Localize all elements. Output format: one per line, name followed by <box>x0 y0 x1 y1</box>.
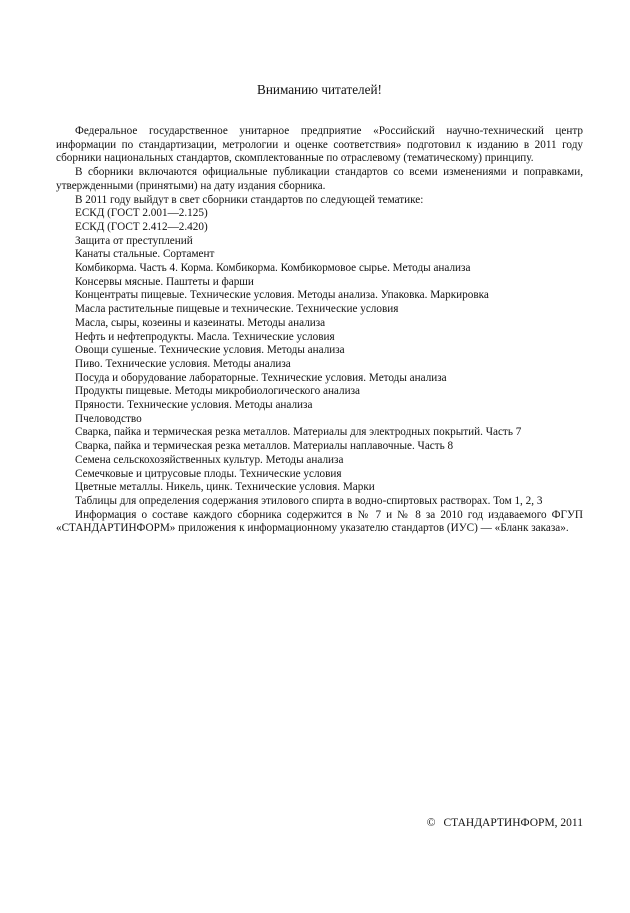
collection-item: Защита от преступлений <box>75 234 193 247</box>
collection-item: Сварка, пайка и термическая резка металлов. Материалы для электродных покрытий. Часть 7 <box>75 426 522 439</box>
copyright-symbol: © <box>426 817 436 829</box>
collection-item: Канаты стальные. Сортамент <box>75 248 215 261</box>
collection-item: Концентраты пищевые. Технические условия. Методы анализа. Упаковка. Маркировка <box>75 289 489 302</box>
collection-item: Сварка, пайка и термическая резка металлов. Материалы наплавочные. Часть 8 <box>75 440 454 453</box>
collection-item: ЕСКД (ГОСТ 2.412—2.420) <box>75 220 208 233</box>
collection-item: Семечковые и цитрусовые плоды. Технические условия <box>75 467 342 480</box>
copyright-notice <box>427 816 583 830</box>
collection-item: Масла растительные пищевые и технические. Технические условия <box>75 303 399 316</box>
topics-lead-paragraph: В 2011 году выйдут в свет сборники стандартов по следующей тематике: <box>75 193 424 206</box>
collection-item: Пчеловодство <box>75 412 142 425</box>
collection-item: Нефть и нефтепродукты. Масла. Технические условия <box>75 330 335 343</box>
document-body <box>56 125 583 536</box>
collection-item: Цветные металлы. Никель, цинк. Технические условия. Марки <box>75 481 375 494</box>
collection-item: Пиво. Технические условия. Методы анализа <box>75 357 291 370</box>
collection-item: Комбикорма. Часть 4. Корма. Комбикорма. Комбикормовое сырье. Методы анализа <box>75 262 471 275</box>
collection-item: Пряности. Технические условия. Методы анализа <box>75 399 313 412</box>
collection-item: Масла, сыры, козеины и казеинаты. Методы анализа <box>75 316 326 329</box>
collection-item: Продукты пищевые. Методы микробиологического анализа <box>75 385 360 398</box>
inclusion-paragraph: В сборники включаются официальные публикации стандартов со всеми изменениями и поправками, утвержденными (принятыми) на дату издания сборника. <box>56 166 583 192</box>
collection-item: Консервы мясные. Паштеты и фарши <box>75 275 254 288</box>
collection-item: Таблицы для определения содержания этилового спирта в водно-спиртовых растворах. Том 1, 2, 3 <box>75 494 543 507</box>
page-title: Вниманию читателей! <box>257 82 382 97</box>
intro-paragraph: Федеральное государственное унитарное предприятие «Российский научно-технический центр информации по стандартизации, метрологии и оценке соответствия» подготовил к изданию в 2011 году сборники национальных стандартов, скомплектованные по отраслевому (тематическому) принципу. <box>56 125 583 165</box>
collections-list <box>56 207 583 508</box>
collection-item: Семена сельскохозяйственных культур. Методы анализа <box>75 453 344 466</box>
collection-item: Овощи сушеные. Технические условия. Методы анализа <box>75 344 345 357</box>
collection-item: ЕСКД (ГОСТ 2.001—2.125) <box>75 207 208 220</box>
order-info-paragraph: Информация о составе каждого сборника содержится в № 7 и № 8 за 2010 год издаваемого ФГУП «СТАНДАРТИНФОРМ» приложения к информационному указателю стандартов (ИУС) — «Бланк заказа». <box>56 508 583 535</box>
copyright-text: СТАНДАРТИНФОРМ, 2011 <box>443 817 583 829</box>
collection-item: Посуда и оборудование лабораторные. Технические условия. Методы анализа <box>75 371 447 384</box>
